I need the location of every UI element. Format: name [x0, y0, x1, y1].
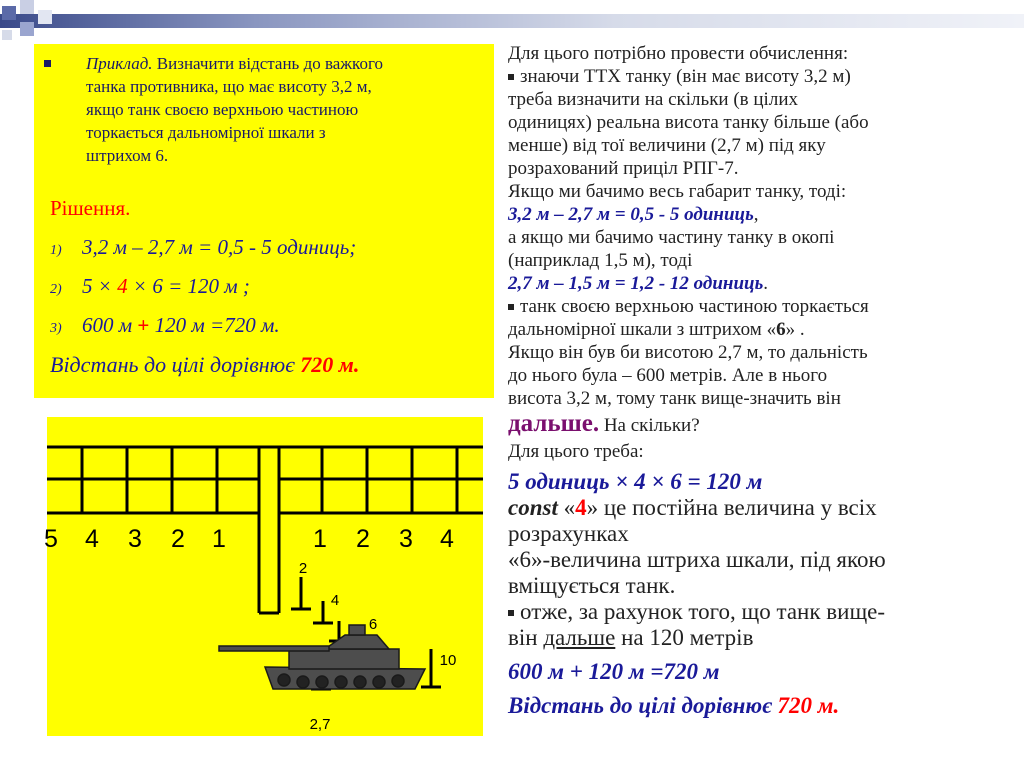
bullet-icon	[44, 60, 51, 67]
calc-line: 5 одиниць × 4 × 6 = 120 м	[508, 469, 763, 494]
text-line: треба визначити на скільки (в цілих	[508, 89, 798, 110]
text-line: а якщо ми бачимо частину танку в окопі	[508, 227, 835, 248]
text-line: (наприклад 1,5 м), тоді	[508, 250, 693, 271]
text-line: дальномірної шкали з штрихом «6» .	[508, 319, 805, 340]
calc-line: 3,2 м – 2,7 м = 0,5 - 5 одиниць,	[508, 204, 759, 225]
text-line: до нього була – 600 метрів. Але в нього	[508, 365, 828, 386]
scale-number-left: 3	[128, 525, 142, 553]
decoration-square	[20, 22, 34, 36]
text-line: знаючи ТТХ танку (він має висоту 3,2 м)	[508, 65, 1008, 88]
text-line: розрахований приціл РПГ-7.	[508, 158, 739, 179]
text-line: одиницях) реальна висота танку більше (або	[508, 112, 869, 133]
rangefinder-scale-panel	[44, 417, 483, 736]
decoration-square	[20, 0, 34, 14]
scale-number-left: 4	[85, 525, 99, 553]
solution-step-3: 3) 600 м + 120 м =720 м.	[50, 313, 280, 337]
decoration-square	[2, 30, 12, 40]
problem-line: танка противника, що має висоту 3,2 м,	[86, 77, 372, 96]
text-line: Для цього потрібно провести обчислення:	[508, 43, 849, 64]
text-line: вміщується танк.	[508, 573, 676, 598]
explanation-text	[508, 42, 1008, 719]
problem-line: штрихом 6.	[86, 146, 169, 165]
decoration-square	[2, 6, 16, 20]
scale-number-right: 3	[399, 525, 413, 553]
text-line: він дальше на 120 метрів	[508, 625, 754, 650]
solution-step-2: 2) 5 × 4 × 6 = 120 м ;	[50, 274, 250, 298]
bullet-icon	[508, 304, 514, 310]
solution-title: Рішення.	[50, 196, 131, 220]
text-line: танк своєю верхньою частиною торкається	[508, 295, 1008, 318]
calc-line: 600 м + 120 м =720 м	[508, 659, 720, 684]
final-answer: Відстань до цілі дорівнює 720 м.	[508, 693, 840, 718]
problem-line: Приклад. Визначити відстань до важкого	[86, 54, 384, 73]
calc-line: 2,7 м – 1,5 м = 1,2 - 12 одиниць.	[508, 273, 769, 294]
scale-number-left: 1	[212, 525, 226, 553]
problem-line: торкається дальномірної шкали з	[86, 123, 326, 142]
rangefinder-scale-diagram	[44, 417, 483, 736]
solution-step-1: 1) 3,2 м – 2,7 м = 0,5 - 5 одиниць;	[50, 235, 357, 259]
text-line: Якщо ми бачимо весь габарит танку, тоді:	[508, 181, 847, 202]
range-label: 10	[439, 652, 457, 669]
scale-number-left: 2	[171, 525, 185, 553]
example-label: Приклад.	[86, 54, 153, 73]
scale-number-left: 5	[44, 525, 58, 553]
scale-number-right: 1	[313, 525, 327, 553]
bullet-icon	[508, 610, 514, 616]
solution-block	[50, 196, 490, 378]
text-line: Для цього треба:	[508, 441, 644, 462]
text-line: Якщо він був би висотою 2,7 м, то дальність	[508, 342, 868, 363]
decoration-square	[38, 10, 52, 24]
solution-answer: Відстань до цілі дорівнює 720 м.	[50, 352, 360, 377]
range-label: 6	[368, 616, 378, 633]
header-decoration-bar	[0, 14, 1024, 28]
scale-number-right: 2	[356, 525, 370, 553]
text-line: отже, за рахунок того, що танк вище-	[508, 599, 1008, 625]
scale-number-right: 4	[440, 525, 454, 553]
problem-line: якщо танк своєю верхньою частиною	[86, 100, 359, 119]
text-line: «6»-величина штриха шкали, під якою	[508, 547, 886, 572]
range-label: 4	[330, 592, 340, 609]
tank-icon	[219, 625, 425, 689]
example-problem	[52, 52, 488, 167]
bullet-icon	[508, 74, 514, 80]
text-line: менше) від тої величини (2,7 м) під яку	[508, 135, 826, 156]
text-line: висота 3,2 м, тому танк вище-значить він	[508, 388, 841, 409]
range-label: 2	[298, 560, 308, 577]
text-line: розрахунках	[508, 521, 629, 546]
text-line: дальше. На скільки?	[508, 410, 700, 437]
base-height-label: 2,7	[309, 716, 331, 733]
text-line: const «4» це постійна величина у всіх	[508, 495, 877, 520]
